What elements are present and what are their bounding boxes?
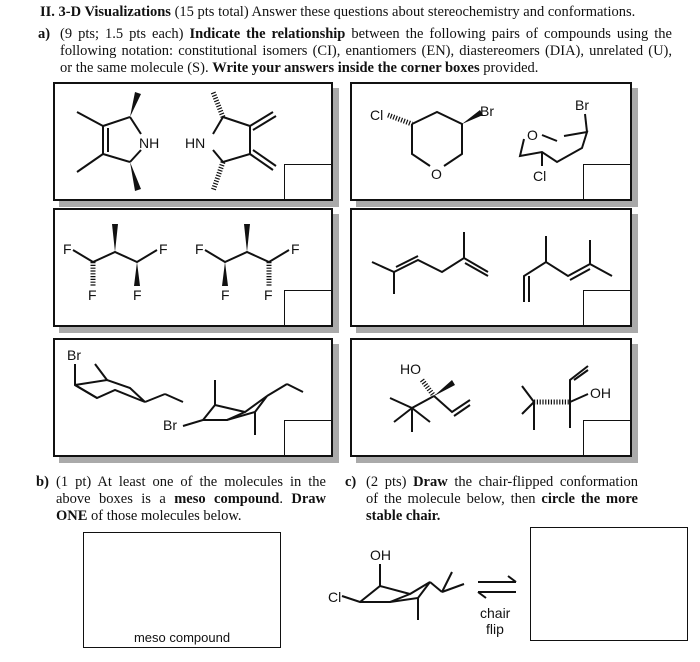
svg-text:F: F xyxy=(221,287,230,303)
chair-flip-drawing-box[interactable] xyxy=(530,527,688,641)
svg-text:F: F xyxy=(159,241,168,257)
answer-box-4[interactable] xyxy=(583,290,630,325)
part-b-label: b) xyxy=(36,474,49,490)
svg-text:F: F xyxy=(133,287,142,303)
answer-box-3[interactable] xyxy=(284,290,331,325)
answer-box-2[interactable] xyxy=(583,164,630,199)
svg-text:OH: OH xyxy=(370,547,391,563)
title-bold: II. 3-D Visualizations xyxy=(40,4,171,20)
section-title xyxy=(40,4,635,21)
part-a-label: a) xyxy=(38,26,51,42)
svg-text:F: F xyxy=(195,241,204,257)
answer-box-5[interactable] xyxy=(284,420,331,455)
pair-box-2 xyxy=(350,82,632,201)
svg-text:Cl: Cl xyxy=(370,107,384,123)
svg-text:Br: Br xyxy=(480,103,494,119)
svg-text:flip: flip xyxy=(486,621,504,637)
svg-text:chair: chair xyxy=(480,605,511,621)
svg-text:O: O xyxy=(431,166,442,182)
svg-text:Cl: Cl xyxy=(533,168,547,184)
pair-box-4 xyxy=(350,208,632,327)
svg-text:Cl: Cl xyxy=(328,589,342,605)
pair-box-3 xyxy=(53,208,333,327)
title-rest: (15 pts total) Answer these questions about stereochemistry and conformations. xyxy=(170,4,636,20)
svg-text:Br: Br xyxy=(163,417,177,433)
svg-text:F: F xyxy=(63,241,72,257)
svg-text:F: F xyxy=(264,287,273,303)
part-c-instructions: (2 pts) Draw the chair-flipped conformation of the molecule below, then circle the more stable chair. xyxy=(366,474,638,524)
pair-box-1 xyxy=(53,82,333,201)
svg-text:Br: Br xyxy=(67,347,81,363)
svg-text:HO: HO xyxy=(400,361,421,377)
svg-text:HN: HN xyxy=(185,135,206,151)
chair-molecule-structure xyxy=(320,540,530,650)
svg-text:NH: NH xyxy=(139,135,160,151)
svg-text:OH: OH xyxy=(590,385,611,401)
meso-box-label: meso compound xyxy=(133,630,231,645)
meso-drawing-box[interactable] xyxy=(83,532,281,648)
svg-text:F: F xyxy=(88,287,97,303)
svg-text:F: F xyxy=(291,241,300,257)
part-b-instructions: (1 pt) At least one of the molecules in the above boxes is a meso compound. Draw ONE of those molecules below. xyxy=(56,474,326,524)
answer-box-1[interactable] xyxy=(284,164,331,199)
part-c-label: c) xyxy=(345,474,357,490)
answer-box-6[interactable] xyxy=(583,420,630,455)
svg-text:Br: Br xyxy=(575,97,589,113)
pair-box-6 xyxy=(350,338,632,457)
pair-box-5 xyxy=(53,338,333,457)
part-a-instructions: (9 pts; 1.5 pts each) Indicate the relationship between the following pairs of compounds using the following notation: constitutional isomers (CI), enantiomers (EN), diastereomers (DIA), unrelated (U), or the same molecule (S). Write your answers inside the corner boxes provided. xyxy=(60,26,672,76)
svg-text:O: O xyxy=(527,127,538,143)
